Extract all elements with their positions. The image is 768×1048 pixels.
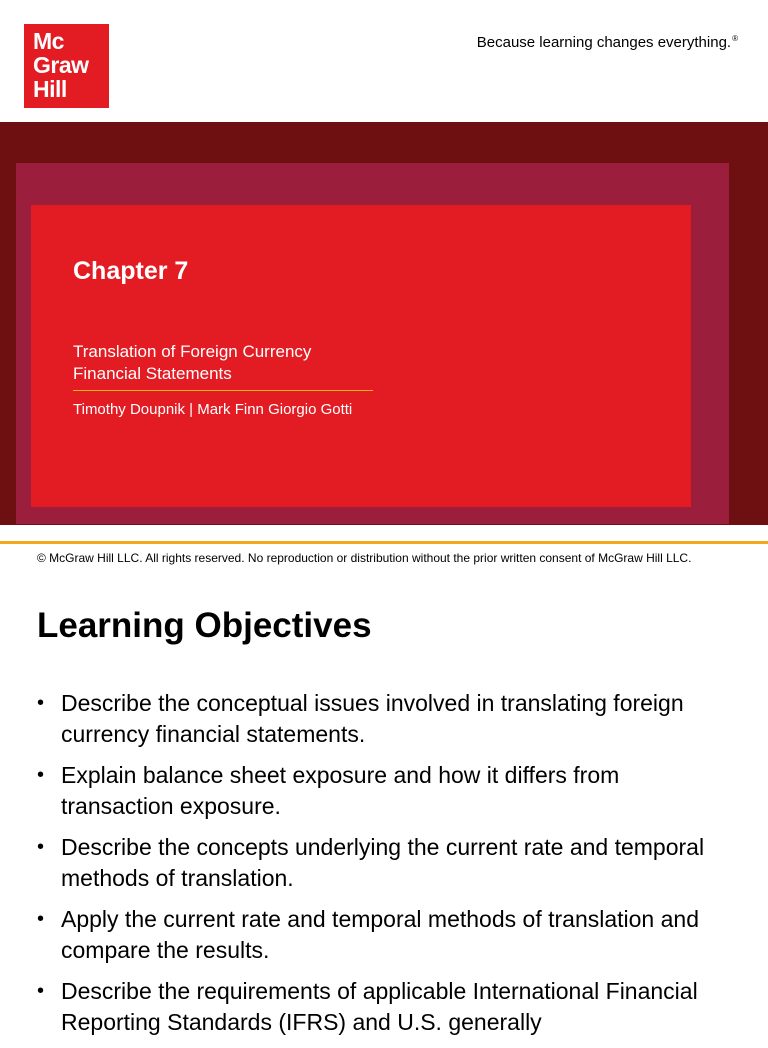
chapter-subtitle	[73, 341, 393, 385]
tagline-text: Because learning changes everything.	[476, 34, 732, 51]
title-panel	[31, 205, 691, 507]
authors: Timothy Doupnik | Mark Finn Giorgio Gotti	[73, 401, 353, 418]
bullet-icon: •	[37, 980, 45, 1002]
objective-item	[37, 904, 737, 966]
logo-line-2: Graw	[33, 52, 89, 78]
tagline	[477, 34, 738, 51]
subtitle-line-2: Financial Statements	[73, 364, 232, 383]
bullet-icon: •	[37, 692, 45, 714]
logo-line-3: Hill	[33, 76, 67, 102]
subtitle-line-1: Translation of Foreign Currency	[73, 342, 312, 361]
registered-mark: ®	[732, 34, 738, 43]
accent-line	[0, 541, 768, 544]
objective-item	[37, 688, 737, 750]
bullet-icon: •	[37, 908, 45, 930]
chapter-title: Chapter 7	[73, 257, 189, 285]
objective-text: Apply the current rate and temporal methods of translation and compare the results.	[61, 906, 699, 963]
objective-item	[37, 760, 737, 822]
objective-text: Describe the conceptual issues involved in translating foreign currency financial statements.	[61, 690, 684, 747]
subtitle-divider	[73, 390, 373, 391]
objective-item	[37, 832, 737, 894]
objective-item	[37, 976, 737, 1038]
learning-objectives-title: Learning Objectives	[37, 606, 372, 645]
mcgraw-hill-logo	[24, 24, 109, 108]
copyright-notice: © McGraw Hill LLC. All rights reserved. No reproduction or distribution without the prior written consent of McGraw Hill LLC.	[37, 551, 692, 565]
bullet-icon: •	[37, 836, 45, 858]
objectives-list	[37, 688, 737, 1048]
logo-line-1: Mc	[33, 28, 64, 54]
objective-text: Describe the requirements of applicable International Financial Reporting Standards (IFRS) and U.S. generally	[61, 978, 698, 1035]
objective-text: Describe the concepts underlying the current rate and temporal methods of translation.	[61, 834, 705, 891]
objective-text: Explain balance sheet exposure and how it differs from transaction exposure.	[61, 762, 620, 819]
bullet-icon: •	[37, 764, 45, 786]
